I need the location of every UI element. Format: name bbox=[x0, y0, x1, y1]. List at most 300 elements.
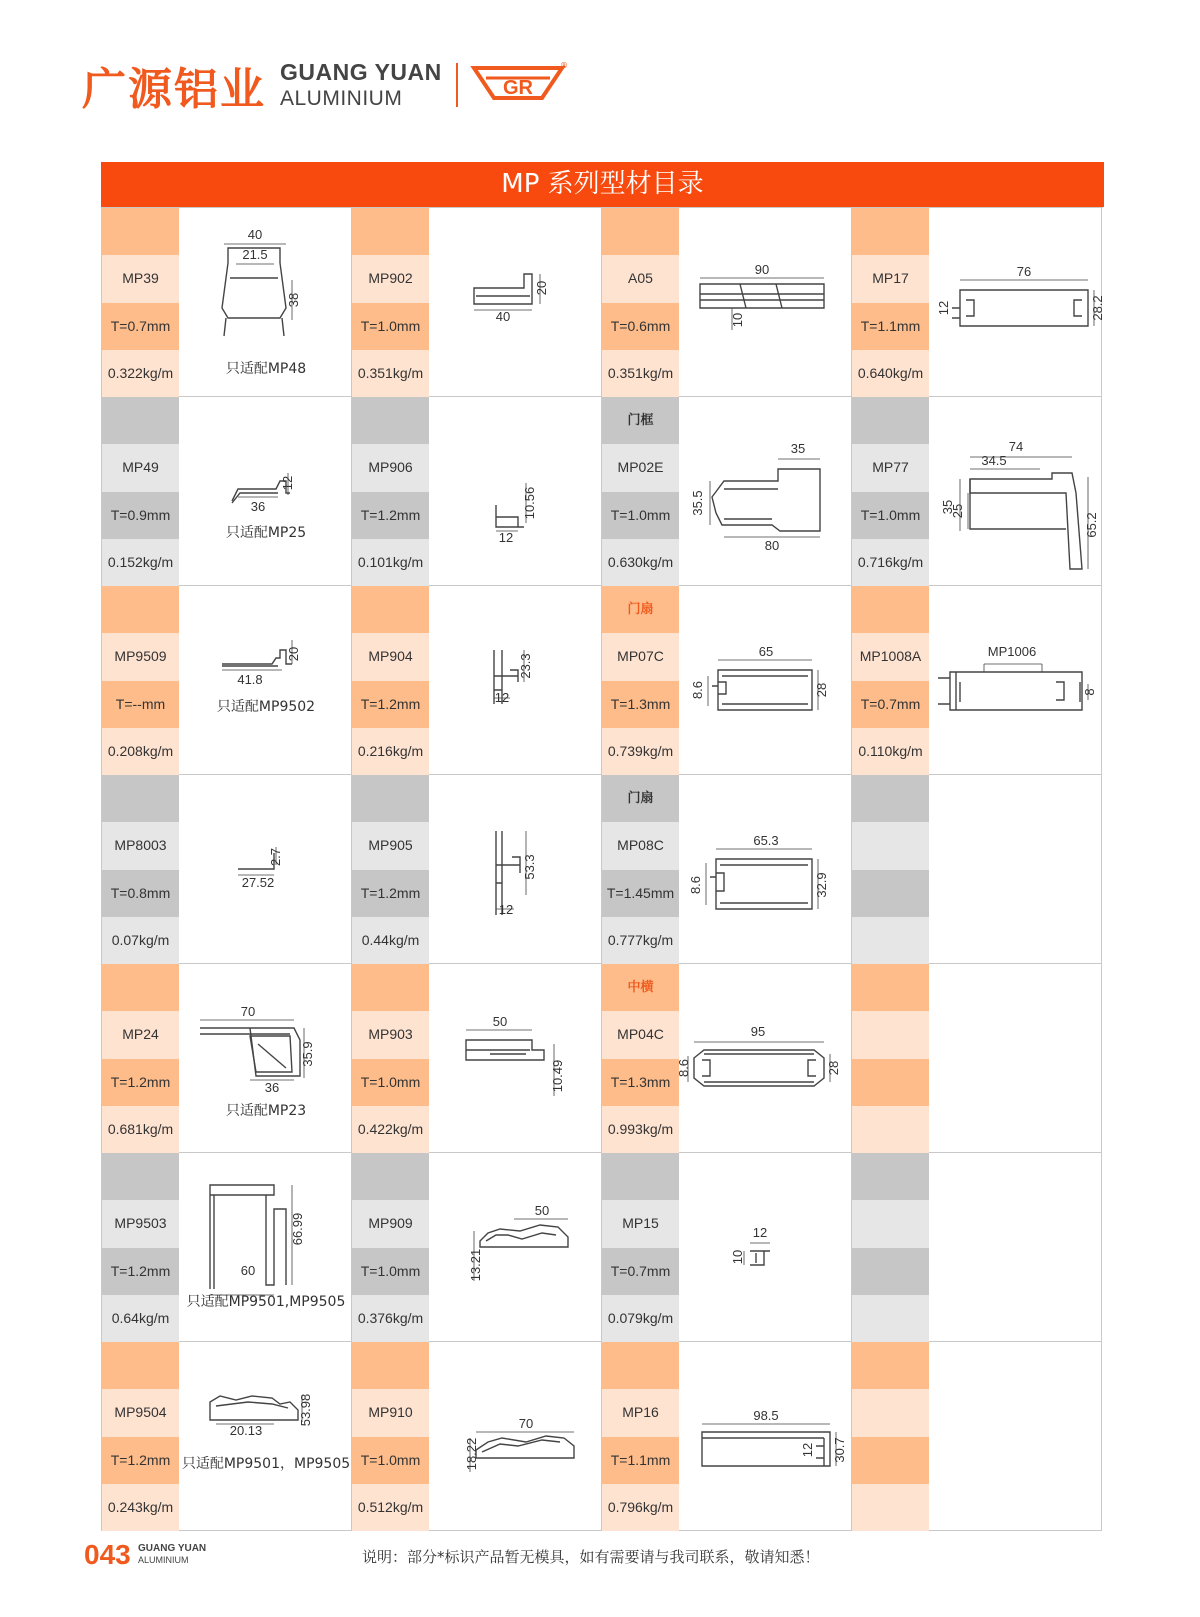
profile-weight: 0.640kg/m bbox=[852, 350, 929, 397]
profile-model: MP906 bbox=[352, 444, 429, 491]
profile-category bbox=[102, 208, 179, 255]
profile-cell-mp07c bbox=[602, 586, 852, 775]
dimension-label: 53.3 bbox=[522, 854, 537, 880]
catalog-table bbox=[101, 162, 1104, 1531]
profile-weight: 0.739kg/m bbox=[602, 728, 679, 775]
profile-label-column bbox=[352, 397, 429, 586]
profile-thickness: T=1.2mm bbox=[102, 1437, 179, 1484]
profile-label-column bbox=[102, 964, 179, 1153]
profile-weight bbox=[852, 1295, 929, 1342]
profile-thickness: T=0.7mm bbox=[852, 681, 929, 728]
profile-thickness bbox=[852, 870, 929, 917]
profile-category bbox=[352, 964, 429, 1011]
profile-thickness: T=0.8mm bbox=[102, 870, 179, 917]
profile-figure bbox=[180, 1342, 352, 1531]
dimension-label: 10.56 bbox=[522, 486, 537, 520]
brand-en-line1: GUANG YUAN bbox=[280, 59, 442, 85]
profile-category bbox=[352, 1153, 429, 1200]
profile-model bbox=[852, 1389, 929, 1436]
profile-mp904-icon bbox=[430, 586, 602, 775]
profile-mp9509-icon bbox=[180, 586, 352, 775]
dimension-label: 28.2 bbox=[1090, 295, 1105, 321]
profile-figure bbox=[930, 208, 1105, 397]
profile-model: MP24 bbox=[102, 1011, 179, 1058]
profile-model: MP9504 bbox=[102, 1389, 179, 1436]
page-number: 043 bbox=[84, 1539, 131, 1570]
profile-label-column bbox=[352, 1342, 429, 1531]
dimension-label: 36 bbox=[264, 1080, 280, 1095]
dimension-label: 30.7 bbox=[832, 1437, 847, 1463]
profile-thickness: T=1.2mm bbox=[352, 681, 429, 728]
profile-label-column bbox=[102, 208, 179, 397]
profile-figure bbox=[680, 208, 852, 397]
profile-model bbox=[852, 822, 929, 869]
profile-category bbox=[102, 775, 179, 822]
profile-weight: 0.152kg/m bbox=[102, 539, 179, 586]
compatibility-note: 只适配MP25 bbox=[225, 525, 307, 541]
profile-label-column bbox=[352, 1153, 429, 1342]
profile-thickness: T=1.2mm bbox=[352, 870, 429, 917]
footer-brand bbox=[138, 1544, 206, 1565]
profile-figure bbox=[180, 397, 352, 586]
dimension-label: 80 bbox=[764, 538, 780, 553]
profile-label-column bbox=[602, 208, 679, 397]
dimension-label: 20.13 bbox=[229, 1423, 263, 1438]
profile-figure bbox=[180, 1153, 352, 1342]
dimension-label: 10.49 bbox=[550, 1059, 565, 1093]
profile-weight: 0.110kg/m bbox=[852, 728, 929, 775]
registered-mark: ® bbox=[559, 61, 568, 70]
dimension-label: 8.6 bbox=[676, 1058, 691, 1078]
profile-label-column bbox=[602, 775, 679, 964]
profile-mp905-icon bbox=[430, 775, 602, 964]
profile-thickness: T=1.1mm bbox=[602, 1437, 679, 1484]
profile-mp16-icon bbox=[680, 1342, 852, 1531]
profile-mp902-icon bbox=[430, 208, 602, 397]
dimension-label: 12 bbox=[800, 1442, 815, 1458]
profile-model: MP08C bbox=[602, 822, 679, 869]
dimension-label: 25 bbox=[950, 503, 965, 519]
profile-category bbox=[352, 775, 429, 822]
dimension-label: 50 bbox=[492, 1014, 508, 1029]
profile-figure bbox=[430, 586, 602, 775]
profile-model: MP910 bbox=[352, 1389, 429, 1436]
profile-mp02e-icon bbox=[680, 397, 852, 586]
brand-header bbox=[82, 55, 568, 115]
profile-model: MP07C bbox=[602, 633, 679, 680]
profile-weight: 0.07kg/m bbox=[102, 917, 179, 964]
footer-brand-line2: ALUMINIUM bbox=[138, 1555, 189, 1565]
profile-mp77-icon bbox=[930, 397, 1102, 586]
profile-category bbox=[602, 1342, 679, 1389]
profile-mp08c-icon bbox=[680, 775, 852, 964]
profile-mp1008a-icon bbox=[930, 586, 1102, 775]
dimension-label: 98.5 bbox=[753, 1408, 779, 1423]
profile-label-column bbox=[102, 586, 179, 775]
profile-category: 门框 bbox=[602, 397, 679, 444]
profile-weight: 0.351kg/m bbox=[352, 350, 429, 397]
profile-figure bbox=[180, 586, 352, 775]
catalog-grid bbox=[101, 207, 1103, 1531]
dimension-label: 12 bbox=[936, 300, 951, 316]
profile-mp9503-icon bbox=[180, 1153, 352, 1342]
profile-thickness: T=0.7mm bbox=[602, 1248, 679, 1295]
profile-cell-empty bbox=[852, 1342, 1102, 1531]
compatibility-note: 只适配MP9502 bbox=[216, 699, 316, 715]
profile-cell-mp9503 bbox=[102, 1153, 352, 1342]
brand-divider bbox=[456, 63, 458, 107]
profile-model: MP17 bbox=[852, 255, 929, 302]
profile-label-column bbox=[102, 1342, 179, 1531]
profile-weight: 0.422kg/m bbox=[352, 1106, 429, 1153]
dimension-label: 40 bbox=[247, 227, 263, 242]
dimension-label: 20 bbox=[534, 280, 549, 296]
profile-label-column bbox=[352, 208, 429, 397]
profile-figure bbox=[680, 586, 852, 775]
profile-model bbox=[852, 1011, 929, 1058]
profile-cell-mp902 bbox=[352, 208, 602, 397]
profile-category bbox=[352, 397, 429, 444]
profile-label-column bbox=[852, 586, 929, 775]
profile-thickness: T=1.0mm bbox=[602, 492, 679, 539]
profile-cell-mp49 bbox=[102, 397, 352, 586]
profile-weight: 0.208kg/m bbox=[102, 728, 179, 775]
profile-model: MP49 bbox=[102, 444, 179, 491]
profile-weight: 0.993kg/m bbox=[602, 1106, 679, 1153]
profile-label-column bbox=[352, 964, 429, 1153]
profile-label-column bbox=[602, 586, 679, 775]
profile-mp9504-icon bbox=[180, 1342, 352, 1531]
profile-figure bbox=[430, 775, 602, 964]
profile-cell-mp906 bbox=[352, 397, 602, 586]
dimension-label: 53.98 bbox=[298, 1393, 313, 1427]
profile-category: 门扇 bbox=[602, 586, 679, 633]
profile-label-column bbox=[852, 1153, 929, 1342]
profile-label-column bbox=[852, 775, 929, 964]
profile-model: MP15 bbox=[602, 1200, 679, 1247]
dimension-label: 28 bbox=[814, 682, 829, 698]
profile-cell-mp9509 bbox=[102, 586, 352, 775]
profile-thickness: T=1.3mm bbox=[602, 681, 679, 728]
profile-category: 门扇 bbox=[602, 775, 679, 822]
profile-label-column bbox=[102, 397, 179, 586]
profile-thickness: T=0.7mm bbox=[102, 303, 179, 350]
dimension-label: 65.2 bbox=[1084, 512, 1099, 538]
profile-model: MP903 bbox=[352, 1011, 429, 1058]
profile-figure bbox=[676, 964, 852, 1153]
profile-thickness: T=0.6mm bbox=[602, 303, 679, 350]
profile-thickness bbox=[852, 1437, 929, 1484]
dimension-label: 35.5 bbox=[690, 490, 705, 516]
profile-category: 中横 bbox=[602, 964, 679, 1011]
dimension-label: 66.99 bbox=[290, 1212, 305, 1246]
profile-figure bbox=[680, 775, 852, 964]
dimension-label: 90 bbox=[754, 262, 770, 277]
profile-label-column bbox=[602, 964, 679, 1153]
profile-cell-mp9504 bbox=[102, 1342, 352, 1531]
dimension-label: 12 bbox=[280, 475, 295, 491]
dimension-label: 35 bbox=[790, 441, 806, 456]
dimension-label: 8.6 bbox=[688, 875, 703, 895]
profile-weight bbox=[852, 1106, 929, 1153]
profile-cell-mp02e bbox=[602, 397, 852, 586]
profile-category bbox=[852, 775, 929, 822]
profile-mp15-icon bbox=[680, 1153, 852, 1342]
profile-figure bbox=[430, 1153, 602, 1342]
profile-weight: 0.243kg/m bbox=[102, 1484, 179, 1531]
dimension-label: MP1006 bbox=[987, 644, 1037, 659]
profile-weight: 0.512kg/m bbox=[352, 1484, 429, 1531]
profile-mp17-icon bbox=[930, 208, 1105, 397]
profile-category bbox=[852, 586, 929, 633]
profile-thickness: T=1.2mm bbox=[102, 1248, 179, 1295]
profile-model: MP1008A bbox=[852, 633, 929, 680]
profile-a05-icon bbox=[680, 208, 852, 397]
profile-thickness: T=1.0mm bbox=[352, 303, 429, 350]
profile-model: MP16 bbox=[602, 1389, 679, 1436]
brand-name-en bbox=[280, 61, 442, 109]
dimension-label: 60 bbox=[240, 1263, 256, 1278]
profile-cell-mp905 bbox=[352, 775, 602, 964]
profile-category bbox=[852, 1342, 929, 1389]
profile-figure bbox=[930, 586, 1102, 775]
profile-cell-empty bbox=[852, 775, 1102, 964]
profile-cell-mp24 bbox=[102, 964, 352, 1153]
dimension-label: 12 bbox=[752, 1225, 768, 1240]
profile-model: MP909 bbox=[352, 1200, 429, 1247]
profile-cell-mp1008a bbox=[852, 586, 1102, 775]
profile-category bbox=[102, 1342, 179, 1389]
profile-figure bbox=[930, 775, 1102, 964]
profile-label-column bbox=[852, 397, 929, 586]
profile-mp07c-icon bbox=[680, 586, 852, 775]
profile-figure bbox=[430, 208, 602, 397]
profile-cell-mp77 bbox=[852, 397, 1102, 586]
profile-cell-empty bbox=[852, 1153, 1102, 1342]
profile-weight: 0.44kg/m bbox=[352, 917, 429, 964]
profile-model: MP904 bbox=[352, 633, 429, 680]
compatibility-note: 只适配MP9501，MP9505 bbox=[181, 1456, 351, 1472]
profile-cell-mp08c bbox=[602, 775, 852, 964]
dimension-label: 70 bbox=[518, 1416, 534, 1431]
brand-name-cn: 广源铝业 bbox=[82, 64, 266, 115]
profile-category bbox=[852, 208, 929, 255]
profile-cell-empty bbox=[852, 964, 1102, 1153]
profile-cell-mp16 bbox=[602, 1342, 852, 1531]
profile-figure bbox=[180, 208, 352, 397]
profile-weight: 0.796kg/m bbox=[602, 1484, 679, 1531]
profile-thickness: T=1.2mm bbox=[102, 1059, 179, 1106]
profile-model: MP39 bbox=[102, 255, 179, 302]
profile-model: MP77 bbox=[852, 444, 929, 491]
profile-label-column bbox=[602, 1342, 679, 1531]
profile-model: MP02E bbox=[602, 444, 679, 491]
profile-thickness: T=1.0mm bbox=[852, 492, 929, 539]
profile-model: A05 bbox=[602, 255, 679, 302]
profile-label-column bbox=[852, 1342, 929, 1531]
dimension-label: 28 bbox=[826, 1060, 841, 1076]
brand-logo-icon bbox=[472, 62, 568, 108]
dimension-label: 70 bbox=[240, 1004, 256, 1019]
profile-cell-mp910 bbox=[352, 1342, 602, 1531]
profile-label-column bbox=[102, 1153, 179, 1342]
brand-logo-text: GR bbox=[502, 77, 533, 99]
profile-model: MP905 bbox=[352, 822, 429, 869]
profile-cell-mp909 bbox=[352, 1153, 602, 1342]
profile-model: MP9503 bbox=[102, 1200, 179, 1247]
dimension-label: 76 bbox=[1016, 264, 1032, 279]
dimension-label: 23.3 bbox=[518, 653, 533, 679]
dimension-label: 10 bbox=[730, 1249, 745, 1265]
profile-category bbox=[852, 1153, 929, 1200]
profile-figure bbox=[180, 775, 352, 964]
dimension-label: 95 bbox=[750, 1024, 766, 1039]
profile-label-column bbox=[352, 775, 429, 964]
profile-figure bbox=[930, 397, 1102, 586]
profile-mp909-icon bbox=[430, 1153, 602, 1342]
profile-label-column bbox=[602, 397, 679, 586]
profile-figure bbox=[680, 1153, 852, 1342]
profile-figure bbox=[430, 964, 602, 1153]
profile-thickness bbox=[852, 1248, 929, 1295]
profile-thickness: T=1.2mm bbox=[352, 492, 429, 539]
profile-mp24-icon bbox=[180, 964, 352, 1153]
profile-mp906-icon bbox=[430, 397, 602, 586]
profile-weight: 0.630kg/m bbox=[602, 539, 679, 586]
compatibility-note: 只适配MP48 bbox=[225, 361, 307, 377]
profile-cell-mp15 bbox=[602, 1153, 852, 1342]
profile-figure bbox=[430, 397, 602, 586]
profile-category bbox=[102, 586, 179, 633]
profile-thickness: T=1.0mm bbox=[352, 1437, 429, 1484]
profile-figure bbox=[680, 397, 852, 586]
profile-model: MP9509 bbox=[102, 633, 179, 680]
profile-weight: 0.079kg/m bbox=[602, 1295, 679, 1342]
catalog-title: MP 系列型材目录 bbox=[101, 162, 1104, 207]
dimension-label: 12 bbox=[498, 530, 514, 545]
profile-cell-mp8003 bbox=[102, 775, 352, 964]
footer-disclaimer: 说明：部分*标识产品暂无模具，如有需要请与我司联系，敬请知悉！ bbox=[362, 1548, 820, 1566]
dimension-label: 36 bbox=[250, 499, 266, 514]
profile-thickness: T=1.3mm bbox=[602, 1059, 679, 1106]
profile-category bbox=[602, 208, 679, 255]
profile-figure bbox=[180, 964, 352, 1153]
profile-weight: 0.322kg/m bbox=[102, 350, 179, 397]
profile-thickness: T=--mm bbox=[102, 681, 179, 728]
profile-weight: 0.777kg/m bbox=[602, 917, 679, 964]
profile-model: MP8003 bbox=[102, 822, 179, 869]
profile-category bbox=[352, 1342, 429, 1389]
profile-thickness: T=0.9mm bbox=[102, 492, 179, 539]
profile-model: MP04C bbox=[602, 1011, 679, 1058]
profile-category bbox=[602, 1153, 679, 1200]
footer-brand-line1: GUANG YUAN bbox=[138, 1543, 207, 1554]
profile-figure bbox=[680, 1342, 852, 1531]
profile-model bbox=[852, 1200, 929, 1247]
profile-cell-mp903 bbox=[352, 964, 602, 1153]
dimension-label: 41.8 bbox=[237, 672, 263, 687]
profile-mp903-icon bbox=[430, 964, 602, 1153]
dimension-label: 8 bbox=[1082, 688, 1097, 696]
profile-category bbox=[852, 397, 929, 444]
profile-thickness: T=1.45mm bbox=[602, 870, 679, 917]
dimension-label: 38 bbox=[286, 292, 301, 308]
dimension-label: 20 bbox=[286, 646, 301, 662]
profile-category bbox=[852, 964, 929, 1011]
profile-weight bbox=[852, 917, 929, 964]
dimension-label: 40 bbox=[495, 309, 511, 324]
profile-cell-mp39 bbox=[102, 208, 352, 397]
profile-category bbox=[352, 586, 429, 633]
profile-label-column bbox=[852, 964, 929, 1153]
profile-model: MP902 bbox=[352, 255, 429, 302]
brand-en-line2: ALUMINIUM bbox=[280, 87, 403, 110]
profile-mp04c-icon bbox=[676, 964, 852, 1153]
profile-weight: 0.376kg/m bbox=[352, 1295, 429, 1342]
profile-mp49-icon bbox=[180, 397, 352, 586]
profile-cell-mp04c bbox=[602, 964, 852, 1153]
dimension-label: 35 bbox=[940, 499, 955, 515]
profile-category bbox=[102, 964, 179, 1011]
profile-thickness: T=1.1mm bbox=[852, 303, 929, 350]
profile-category bbox=[102, 1153, 179, 1200]
profile-label-column bbox=[602, 1153, 679, 1342]
dimension-label: 50 bbox=[534, 1203, 550, 1218]
profile-thickness bbox=[852, 1059, 929, 1106]
profile-weight bbox=[852, 1484, 929, 1531]
dimension-label: 10 bbox=[730, 312, 745, 328]
dimension-label: 12 bbox=[494, 690, 510, 705]
profile-cell-mp904 bbox=[352, 586, 602, 775]
dimension-label: 74 bbox=[1008, 439, 1024, 454]
profile-weight: 0.716kg/m bbox=[852, 539, 929, 586]
dimension-label: 32.9 bbox=[814, 872, 829, 898]
compatibility-note: 只适配MP23 bbox=[225, 1103, 307, 1119]
dimension-label: 13.21 bbox=[468, 1248, 483, 1282]
profile-mp910-icon bbox=[430, 1342, 602, 1531]
dimension-label: 65.3 bbox=[753, 833, 779, 848]
dimension-label: 27.52 bbox=[241, 875, 275, 890]
profile-weight: 0.681kg/m bbox=[102, 1106, 179, 1153]
compatibility-note: 只适配MP9501,MP9505 bbox=[186, 1294, 346, 1310]
dimension-label: 34.5 bbox=[981, 453, 1007, 468]
profile-cell-mp17 bbox=[852, 208, 1105, 397]
profile-figure bbox=[930, 1342, 1102, 1531]
profile-weight: 0.216kg/m bbox=[352, 728, 429, 775]
dimension-label: 35.9 bbox=[300, 1041, 315, 1067]
dimension-label: 18.22 bbox=[464, 1437, 479, 1471]
profile-figure bbox=[430, 1342, 602, 1531]
dimension-label: 21.5 bbox=[242, 247, 268, 262]
profile-cell-a05 bbox=[602, 208, 852, 397]
profile-figure bbox=[930, 964, 1102, 1153]
profile-weight: 0.351kg/m bbox=[602, 350, 679, 397]
profile-category bbox=[102, 397, 179, 444]
profile-figure bbox=[930, 1153, 1102, 1342]
profile-weight: 0.64kg/m bbox=[102, 1295, 179, 1342]
profile-mp8003-icon bbox=[180, 775, 352, 964]
profile-weight: 0.101kg/m bbox=[352, 539, 429, 586]
profile-label-column bbox=[102, 775, 179, 964]
profile-label-column bbox=[852, 208, 929, 397]
dimension-label: 2.7 bbox=[268, 847, 283, 867]
profile-thickness: T=1.0mm bbox=[352, 1248, 429, 1295]
dimension-label: 8.6 bbox=[690, 680, 705, 700]
profile-category bbox=[352, 208, 429, 255]
profile-label-column bbox=[352, 586, 429, 775]
dimension-label: 65 bbox=[758, 644, 774, 659]
dimension-label: 12 bbox=[498, 902, 514, 917]
